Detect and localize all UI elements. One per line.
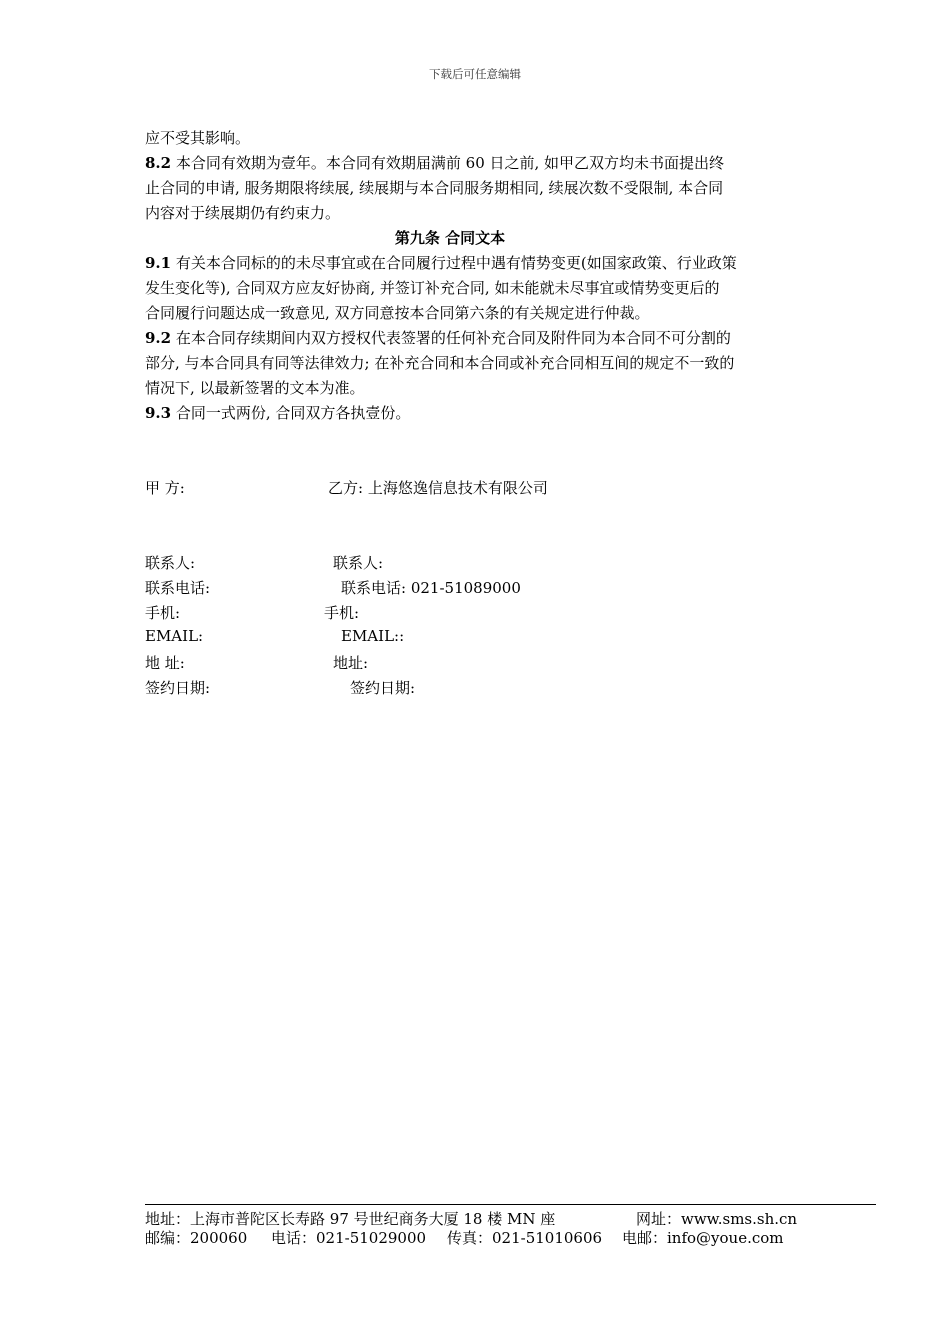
- article-title: 第九条 合同文本: [394, 229, 506, 247]
- text-line: 部分, 与本合同具有同等法律效力; 在补充合同和本合同或补充合同相互间的规定不一致的: [145, 354, 735, 372]
- party-a-address: 地 址:: [145, 654, 185, 672]
- clause-9-1-line: 9.1 有关本合同标的的未尽事宜或在合同履行过程中遇有情势变更(如国家政策、行业政策: [145, 254, 737, 272]
- clause-number: 9.1: [145, 254, 172, 272]
- party-b-contact: 联系人:: [333, 554, 384, 572]
- party-a-email: EMAIL:: [145, 627, 204, 645]
- footer-postcode: 邮编：200060: [145, 1229, 248, 1247]
- text-line: 情况下, 以最新签署的文本为准。: [145, 379, 365, 397]
- party-b-sign-date: 签约日期:: [350, 679, 416, 697]
- clause-number: 9.2: [145, 329, 172, 347]
- text-line: 合同履行问题达成一致意见, 双方同意按本合同第六条的有关规定进行仲裁。: [145, 304, 650, 322]
- party-a-mobile: 手机:: [145, 604, 181, 622]
- text-line: 发生变化等), 合同双方应友好协商, 并签订补充合同, 如未能就未尽事宜或情势变更后的: [145, 279, 720, 297]
- party-b-phone: 联系电话: 021-51089000: [341, 579, 521, 597]
- text-line: 内容对于续展期仍有约束力。: [145, 204, 341, 222]
- text-line: 止合同的申请, 服务期限将续展, 续展期与本合同服务期相同, 续展次数不受限制, 本合同: [145, 179, 724, 197]
- party-b-label: 乙方: 上海悠逸信息技术有限公司: [328, 479, 548, 497]
- party-a-phone: 联系电话:: [145, 579, 211, 597]
- footer-divider: [145, 1204, 876, 1205]
- footer-website: 网址：www.sms.sh.cn: [636, 1210, 798, 1228]
- footer-line-1: [145, 1208, 555, 1229]
- footer-fax: 传真：021-51010606: [447, 1229, 603, 1247]
- party-b-email: EMAIL::: [341, 627, 405, 645]
- clause-9-2-line: 9.2 在本合同存续期间内双方授权代表签署的任何补充合同及附件同为本合同不可分割的: [145, 329, 731, 347]
- footer-email: 电邮：info@youe.com: [622, 1229, 784, 1247]
- text-line: 应不受其影响。: [145, 129, 251, 147]
- clause-number: 8.2: [145, 154, 172, 172]
- footer-phone: 电话：021-51029000: [271, 1229, 427, 1247]
- clause-8-2-line: 8.2 本合同有效期为壹年。本合同有效期届满前 60 日之前, 如甲乙双方均未书面提出终: [145, 154, 725, 172]
- contract-body: [145, 126, 805, 426]
- party-a-sign-date: 签约日期:: [145, 679, 211, 697]
- clause-9-3-line: 9.3 合同一式两份, 合同双方各执壹份。: [145, 404, 411, 422]
- clause-number: 9.3: [145, 404, 172, 422]
- party-b-mobile: 手机:: [324, 604, 360, 622]
- footer-address: 地址：上海市普陀区长寿路 97 号世纪商务大厦 18 楼 MN 座: [145, 1210, 556, 1228]
- party-a-contact: 联系人:: [145, 554, 196, 572]
- party-a-label: 甲 方:: [145, 479, 185, 497]
- header-note: 下载后可任意编辑: [429, 67, 521, 81]
- party-b-address: 地址:: [333, 654, 369, 672]
